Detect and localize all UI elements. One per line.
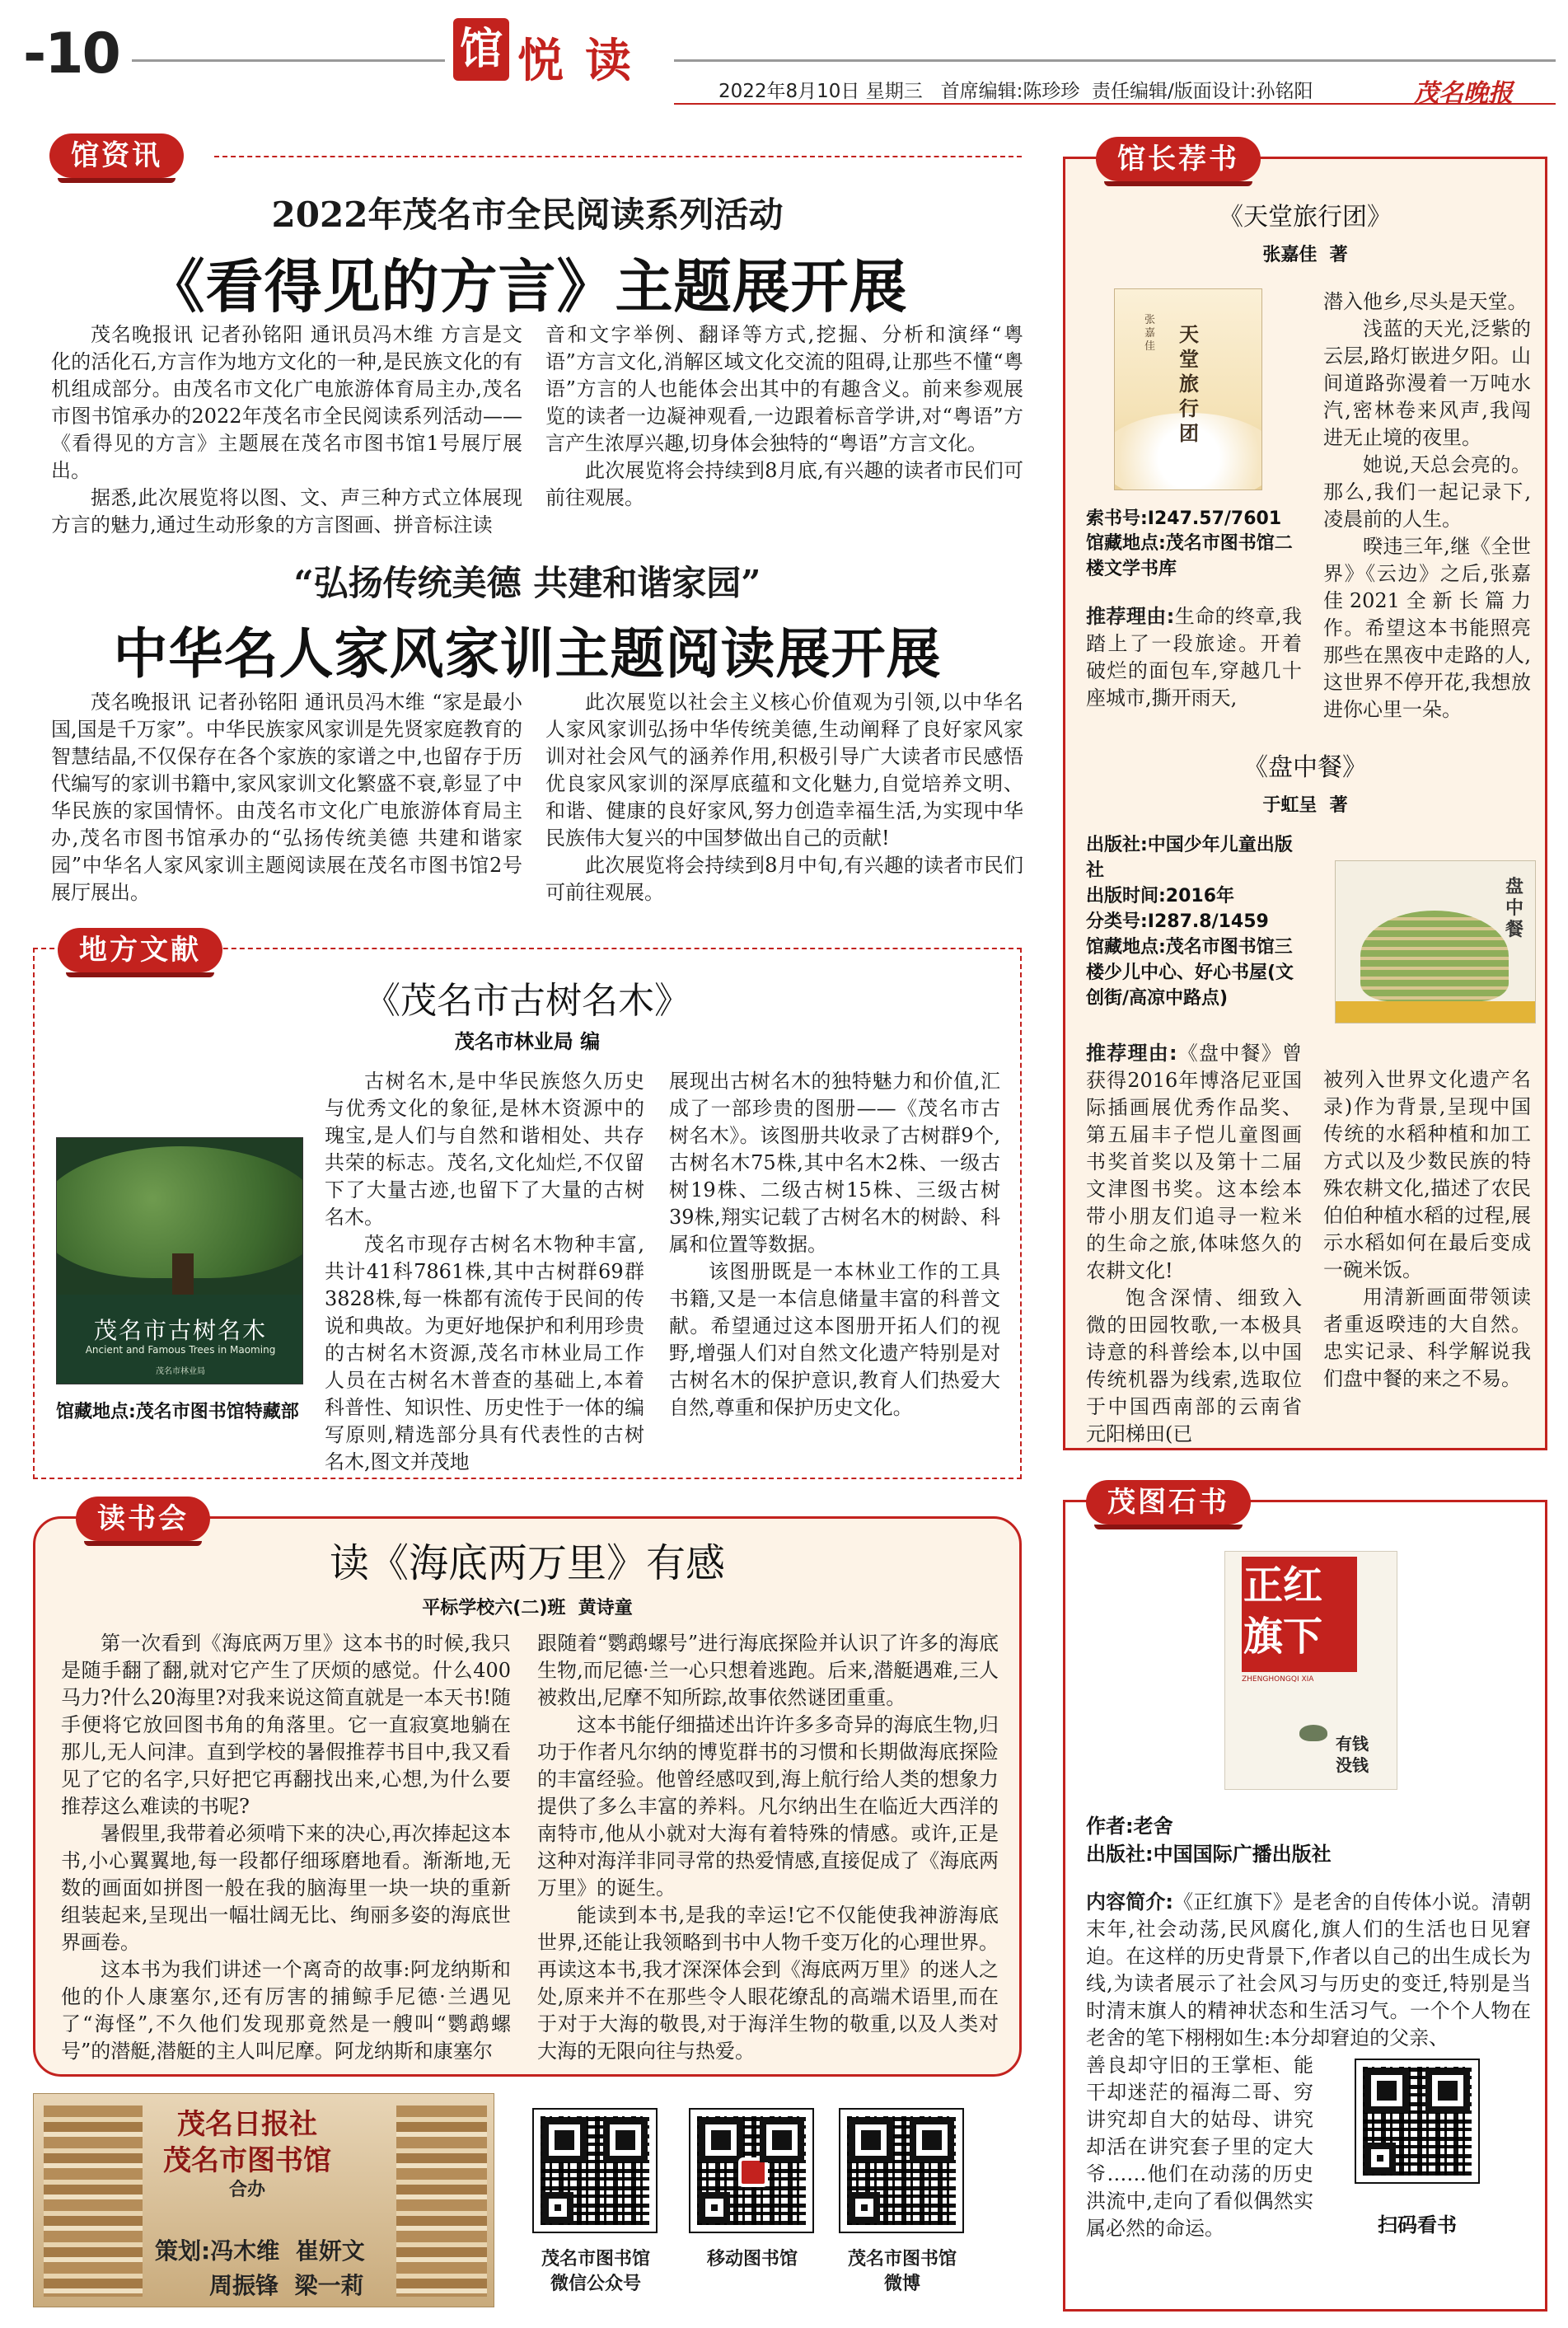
section-tag-reading-club: 读书会 <box>76 1497 210 1541</box>
book2-reason-left-p2: 饱含深情、细致入微的田园牧歌,一本极具诗意的科普绘本,以中国传统机器为线索,选取位于中国西南部的云南省元阳梯田(已 <box>1086 1286 1302 1445</box>
local-doc-author: 茂名市林业局 编 <box>454 1030 601 1053</box>
article1-title: 《看得见的方言》主题展开展 <box>147 253 908 321</box>
book1-reason-right-p4: 暌违三年,继《全世界》《云边》之后,张嘉佳2021全新长篇力作。希望这本书能照亮那些在黑夜中走路的人,这世界不停开花,我想放进你心里一朵。 <box>1323 535 1531 721</box>
stone-book-cover-tag: 有钱 没钱 <box>1336 1734 1369 1775</box>
article2-col2-p1: 此次展览以社会主义核心价值观为引领,以中华名人家风家训弘扬中华传统美德,生动阐释了良好家风家训对社会风气的涵养作用,积极引导广大读者市民感悟优良家风家训的深厚底蕴和文化魅力,自觉培养文明、和谐、健康的良好家风,努力创造幸福生活,为实现中华民族伟大复兴的中国梦做出自己的贡献! <box>545 691 1023 850</box>
qr-stone-book[interactable] <box>1356 2060 1478 2182</box>
masthead: 茂名晚报 <box>1414 79 1513 108</box>
book1-reason-right-p2: 浅蓝的天光,泛紫的云层,路灯嵌进夕阳。山间道路弥漫着一万吨水汽,密林卷来风声,我闯进无止境的夜里。 <box>1323 317 1531 449</box>
book2-author: 于虹呈 著 <box>1262 795 1348 816</box>
reading-club-col2-p3: 能读到本书,是我的幸运!它不仅能使我神游海底世界,还能让我领略到书中人物千变万化的心理世界。再读这本书,我才深深体会到《海底两万里》的迷人之处,原来并不在那些令人眼花缭乱的高端术语里,而在于对于大海的敬畏,对于海洋生物的敬重,以及人类对大海的无限向往与热爱。 <box>537 1904 999 2063</box>
reading-club-col1-p3: 这本书为我们讲述一个离奇的故事:阿龙纳斯和他的仆人康塞尔,还有厉害的捕鲸手尼德·兰遇见了“海怪”,不久他们发现那竟然是一艘叫“鹦鹉螺号”的潜艇,潜艇的主人叫尼摩。阿龙纳斯和康塞尔 <box>61 1958 511 2063</box>
book2-reason-left-text: 《盘中餐》曾获得2016年博洛尼亚国际插画展优秀作品奖、第五届丰子恺儿童图画书奖首奖以及第十二届文津图书奖。这本绘本带小朋友们追寻一粒米的生命之旅,体味悠久的农耕文化! <box>1086 1042 1302 1282</box>
book2-reason-right-p1: 被列入世界文化遗产名录)作为背景,呈现中国传统的水稻种植和加工方式以及少数民族的特殊农耕文化,描述了农民伯伯种植水稻的过程,展示水稻如何在最后变成一碗米饭。 <box>1323 1068 1531 1281</box>
bookshelf-right-shape <box>396 2106 487 2297</box>
mobile-library-logo-icon <box>738 2157 768 2187</box>
stone-book-intro-text: 《正红旗下》是老舍的自传体小说。清朝末年,社会动荡,民风腐化,旗人们的生活也日见窘迫。在这样的历史背景下,作者以自己的出生成长为线,为读者展示了社会风习与历史的变迁,特别是当时清末旗人的精神状态和生活习气。一个个人物在老舍的笔下栩栩如生:本分却窘迫的父亲、 <box>1086 1890 1532 2049</box>
stone-book-publisher: 出版社:中国国际广播出版社 <box>1086 1843 1332 1866</box>
stone-book-intro <box>1086 1889 1531 2052</box>
section-tag-news: 馆资讯 <box>49 133 184 178</box>
page-number: -10 <box>23 21 119 87</box>
qr-weibo-caption-2: 微博 <box>883 2274 920 2294</box>
dateline: 2022年8月10日 星期三 首席编辑:陈珍珍 责任编辑/版面设计:孙铭阳 <box>718 81 1313 102</box>
book1-reason-right <box>1323 288 1531 724</box>
book2-cover <box>1335 860 1536 1023</box>
section-tag-stone-book: 茂图石书 <box>1086 1480 1251 1525</box>
article1-col1-p1: 茂名晚报讯 记者孙铭阳 通讯员冯木维 方言是文化的活化石,方言作为地方文化的一种,是民族文化的有机组成部分。由茂名市文化广电旅游体育局主办,茂名市图书馆承办的2022年茂名市全民阅读系列活动——《看得见的方言》主题展在茂名市图书馆1号展厅展出。 <box>51 323 522 482</box>
header-rule <box>132 59 445 62</box>
book1-callno: 索书号:I247.57/7601 <box>1086 508 1282 529</box>
article2-title: 中华名人家风家训主题阅读展开展 <box>113 622 942 686</box>
qr-mobile-library[interactable] <box>690 2110 812 2232</box>
local-doc-cover-subtitle: Ancient and Famous Trees in Maoming <box>85 1344 276 1356</box>
article1-col1-p2: 据悉,此次展览将以图、文、声三种方式立体展现方言的魅力,通过生动形象的方言图画、拼音标注读 <box>51 486 522 536</box>
bird-icon <box>1299 1725 1327 1741</box>
sponsor-suffix: 合办 <box>228 2180 265 2200</box>
book2-cover-band-shape <box>1336 1001 1536 1023</box>
local-doc-col1-p1: 古树名木,是中华民族悠久历史与优秀文化的象征,是林木资源中的瑰宝,是人们与自然和谐相处、共存共荣的标志。茂名,文化灿烂,不仅留下了大量古迹,也留下了大量的古树名木。 <box>325 1070 644 1229</box>
stone-book-cover <box>1224 1551 1397 1790</box>
stone-book-intro-label: 内容简介: <box>1086 1890 1174 1913</box>
column-title <box>453 18 658 88</box>
book2-reason-label: 推荐理由: <box>1086 1042 1177 1065</box>
book2-publisher: 出版社:中国少年儿童出版社 <box>1086 835 1293 881</box>
reading-club-col2-p1: 跟随着“鹦鹉螺号”进行海底探险并认识了许多的海底生物,而尼德·兰一心只想着逃跑。后来,潜艇遇难,三人被救出,尼摩不知所踪,故事依然谜团重重。 <box>537 1632 999 1709</box>
sponsor-line-2: 茂名市图书馆 <box>163 2144 331 2177</box>
article1-col2 <box>545 321 1023 512</box>
article2-col2 <box>545 689 1023 906</box>
stone-book-cover-title: 正红旗下 <box>1243 1562 1323 1660</box>
book1-reason-label: 推荐理由: <box>1086 605 1175 628</box>
article1-kicker: 2022年茂名市全民阅读系列活动 <box>271 194 784 235</box>
book2-details <box>1086 832 1300 1011</box>
book2-reason-left-p1 <box>1086 1040 1302 1285</box>
book2-cover-terrace-shape <box>1360 911 1509 1001</box>
planning-line-2: 周振锋 梁一莉 <box>209 2272 364 2299</box>
book2-classno: 分类号:I287.8/1459 <box>1086 911 1269 932</box>
book2-cover-title: 盘中餐 <box>1505 876 1524 940</box>
book1-cover-title: 天堂旅行团 <box>1179 322 1199 445</box>
book1-reason-left-text: 生命的终章,我踏上了一段旅途。开着破烂的面包车,穿越几十座城市,撕开雨天, <box>1086 605 1302 710</box>
reading-club-col1-p1: 第一次看到《海底两万里》这本书的时候,我只是随手翻了翻,就对它产生了厌烦的感觉。什么400马力?什么20海里?对我来说这简直就是一本天书!随手便将它放回图书角的角落里。它一直寂寞地躺在那儿,无人问津。直到学校的暑假推荐书目中,我又看见了它的名字,只好把它再翻找出来,心想,为什么要推荐这么难读的书呢? <box>61 1632 511 1818</box>
column-title-char-1: 馆 <box>453 18 509 81</box>
planning-line-1: 策划:冯木维 崔妍文 <box>155 2237 365 2265</box>
book2-reason-left <box>1086 1040 1302 1448</box>
article2-kicker: “弘扬传统美德 共建和谐家园” <box>293 563 761 603</box>
reading-club-byline: 平标学校六(二)班 黄诗童 <box>422 1598 633 1618</box>
reading-club-col1-p2: 暑假里,我带着必须啃下来的决心,再次捧起这本书,小心翼翼地,每一段都仔细琢磨地看。渐渐地,无数的画面如拼图一般在我的脑海里一块一块的重新组装起来,呈现出一幅壮阔无比、绚丽多姿的海底世界画卷。 <box>61 1822 511 1954</box>
qr-stone-book-caption: 扫码看书 <box>1378 2213 1457 2237</box>
sponsor-line-1: 茂名日报社 <box>177 2108 317 2141</box>
book1-cover <box>1114 288 1262 490</box>
book1-author: 张嘉佳 著 <box>1262 245 1348 265</box>
book1-reason-left <box>1086 603 1302 712</box>
local-doc-col1-p2: 茂名市现存古树名木物种丰富,共计41科7861株,其中古树群69群3828株,每一株都有流传于民间的传说和典故。为更好地保护和利用珍贵的古树名木资源,茂名市林业局工作人员在古树名木普查的基础上,本着科普性、知识性、历史性于一体的编写原则,精选部分具有代表性的古树名木,图文并茂地 <box>325 1233 644 1473</box>
article2-col2-p2: 此次展览将会持续到8月中旬,有兴趣的读者市民们可前往观展。 <box>545 854 1023 904</box>
local-doc-cover <box>56 1137 303 1384</box>
book2-location: 馆藏地点:茂名市图书馆三楼少儿中心、好心书屋(文创街/高凉中路点) <box>1086 937 1294 1009</box>
qr-wechat[interactable] <box>534 2110 656 2232</box>
qr-mobile-library-caption: 移动图书馆 <box>706 2249 798 2269</box>
qr-wechat-caption-1: 茂名市图书馆 <box>541 2249 650 2269</box>
book1-reason-right-p3: 她说,天总会亮的。那么,我们一起记录下,凌晨前的人生。 <box>1323 453 1531 531</box>
local-doc-cover-title: 茂名市古树名木 <box>93 1317 267 1344</box>
book1-title: 《天堂旅行团》 <box>1219 203 1392 232</box>
book1-location: 馆藏地点:茂名市图书馆二楼文学书库 <box>1086 533 1293 579</box>
local-doc-col2 <box>669 1068 1000 1422</box>
local-doc-col1 <box>325 1068 644 1476</box>
book2-title: 《盘中餐》 <box>1243 753 1367 782</box>
local-doc-col2-p2: 该图册既是一本林业工作的工具书籍,又是一本信息储量丰富的科普文献。希望通过这本图册开拓人们的视野,增强人们对自然文化遗产特别是对古树名木的保护意识,教育人们热爱大自然,尊重和保护历史文化。 <box>669 1260 1000 1419</box>
reading-club-col1 <box>61 1630 511 2065</box>
header-rule-right <box>674 59 1556 62</box>
section-tag-local: 地方文献 <box>58 928 222 972</box>
book1-reason-right-p1: 潜入他乡,尽头是天堂。 <box>1323 290 1528 313</box>
article2-col1 <box>51 689 522 906</box>
reading-club-col2-p2: 这本书能仔细描述出许许多多奇异的海底生物,归功于作者凡尔纳的博览群书的习惯和长期做海底探险的丰富经验。他曾经感叹到,海上航行给人类的想象力提供了多么丰富的养料。凡尔纳出生在临近大西洋的南特市,他从小就对大海有着特殊的情感。或许,正是这种对海洋非同寻常的热爱情感,直接促成了《海底两万里》的诞生。 <box>537 1713 999 1899</box>
section-tag-director: 馆长荐书 <box>1096 137 1261 181</box>
book1-cover-author: 张嘉佳 <box>1144 314 1156 353</box>
stone-book-cover-pinyin: ZHENGHONGQI XIA <box>1242 1675 1314 1684</box>
column-title-char-2: 悦 <box>517 35 564 88</box>
stone-book-intro-narrow: 善良却守旧的王掌柜、能干却迷茫的福海二哥、穷讲究却自大的姑母、讲究却活在讲究套子里的定大爷……他们在动荡的历史洪流中,走向了看似偶然实属必然的命运。 <box>1086 2054 1313 2240</box>
qr-weibo-caption-1: 茂名市图书馆 <box>847 2249 957 2269</box>
book2-reason-right <box>1323 1066 1531 1393</box>
stone-book-author: 作者:老舍 <box>1086 1815 1173 1838</box>
reading-club-title: 读《海底两万里》有感 <box>329 1540 725 1586</box>
article1-col2-p1: 音和文字举例、翻译等方式,挖掘、分析和演绎“粤语”方言文化,消解区域文化交流的阻碍,让那些不懂“粤语”方言的人也能体会出其中的有趣含义。前来参观展览的读者一边凝神观看,一边跟着标音学讲,对“粤语”方言产生浓厚兴趣,切身体会独特的“粤语”方言文化。 <box>545 323 1023 455</box>
qr-weibo[interactable] <box>840 2110 962 2232</box>
news-rule <box>214 156 1022 157</box>
local-doc-col2-p1: 展现出古树名木的独特魅力和价值,汇成了一部珍贵的图册——《茂名市古树名木》。该图册共收录了古树群9个,古树名木75株,其中名木2株、一级古树19株、二级古树15株、三级古树39株,翔实记载了古树名木的树龄、科属和位置等数据。 <box>669 1070 1000 1256</box>
reading-club-col2 <box>537 1630 999 2065</box>
local-doc-cover-publisher: 茂名市林业局 <box>156 1367 205 1376</box>
article1-col1 <box>51 321 522 539</box>
article2-col1-p1: 茂名晚报讯 记者孙铭阳 通讯员冯木维 “家是最小国,国是千万家”。中华民族家风家训是先贤家庭教育的智慧结晶,不仅保存在各个家族的家谱之中,也留存于历代编写的家训书籍中,家风家训文化繁盛不衰,彰显了中华民族的家国情怀。由茂名市文化广电旅游体育局主办,茂名市图书馆承办的“弘扬传统美德 共建和谐家园”中华名人家风家训主题阅读展在茂名市图书馆2号展厅展出。 <box>51 691 522 904</box>
local-doc-location: 馆藏地点:茂名市图书馆特藏部 <box>56 1402 299 1422</box>
article1-col2-p2: 此次展览将会持续到8月底,有兴趣的读者市民们可前往观展。 <box>545 459 1023 509</box>
local-doc-title: 《茂名市古树名木》 <box>364 980 690 1022</box>
book2-reason-right-p2: 用清新画面带领读者重返暌违的大自然。忠实记录、科学解说我们盘中餐的来之不易。 <box>1323 1286 1531 1390</box>
qr-wechat-caption-2: 微信公众号 <box>550 2274 641 2294</box>
column-title-char-3: 读 <box>585 35 631 88</box>
book2-pubdate: 出版时间:2016年 <box>1086 886 1235 906</box>
